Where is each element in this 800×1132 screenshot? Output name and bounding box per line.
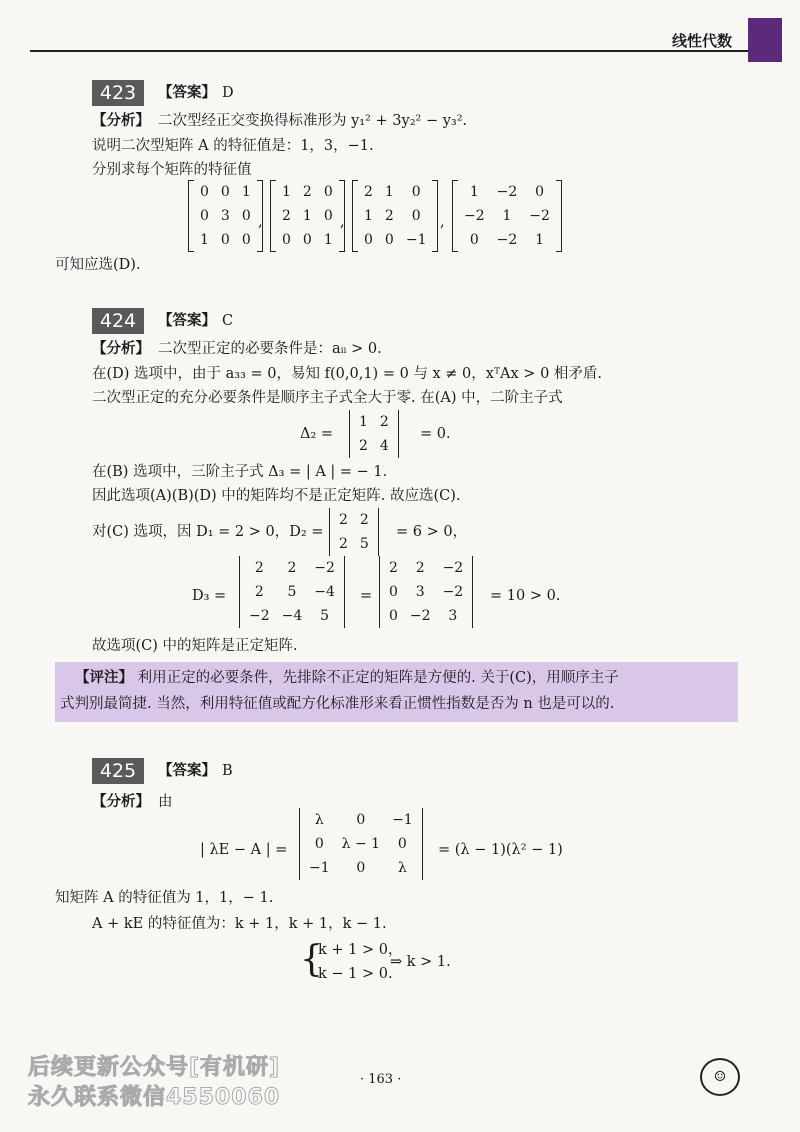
- analysis-text: 二次型正定的充分必要条件是顺序主子式全大于零. 在(A) 中，二阶主子式: [92, 390, 563, 406]
- matrix-cell: −2: [529, 208, 550, 224]
- delta-label: Δ₂ =: [300, 426, 334, 442]
- matrix-row: [243, 604, 341, 628]
- det-bar: [378, 508, 379, 556]
- matrix-cell: 1: [200, 232, 209, 248]
- answer-label: 【答案】: [158, 84, 216, 101]
- d3-label: D₃ =: [192, 588, 227, 604]
- matrix-cell: λ: [314, 812, 324, 828]
- matrix-cell: −2: [496, 232, 518, 248]
- answer-label: 【答案】: [158, 312, 216, 329]
- matrix-cell: 0: [384, 232, 394, 248]
- analysis-text: 由: [158, 794, 173, 810]
- matrix-cell: 1: [302, 208, 312, 224]
- system-result: ⇒ k > 1.: [390, 954, 451, 970]
- matrix-cell: 2: [254, 560, 264, 576]
- matrix-grid: [333, 508, 375, 556]
- determinant: [236, 556, 348, 628]
- matrix-cell: −4: [281, 608, 303, 624]
- det-bar: [398, 410, 399, 458]
- matrix-row: [194, 180, 257, 204]
- matrix-row: [276, 180, 339, 204]
- matrix-cell: 1: [323, 232, 333, 248]
- matrix-cell: 0: [323, 208, 333, 224]
- answer-value: D: [222, 85, 234, 101]
- matrix-cell: 0: [389, 608, 398, 624]
- header-rule: [30, 50, 760, 52]
- det-result: = (λ − 1)(λ² − 1): [438, 842, 563, 858]
- matrix-grid: [358, 180, 432, 252]
- analysis-text: A + kE 的特征值为：k + 1，k + 1，k − 1.: [92, 916, 387, 932]
- comma: ,: [440, 214, 445, 230]
- matrix-cell: 0: [241, 208, 251, 224]
- matrix-cell: 5: [359, 536, 369, 552]
- comment-line: [75, 668, 619, 688]
- det-bar: [349, 410, 350, 458]
- analysis-text: 分别求每个矩阵的特征值: [92, 162, 252, 178]
- matrix-cell: 1: [535, 232, 545, 248]
- matrix-cell: 0: [200, 184, 209, 200]
- matrix-cell: 2: [379, 414, 389, 430]
- matrix-cell: −2: [314, 560, 335, 576]
- matrix-row: [303, 832, 419, 856]
- question-number-425: 425: [92, 758, 144, 784]
- determinant: [296, 808, 426, 880]
- matrix-cell: 0: [411, 184, 421, 200]
- matrix-cell: −2: [464, 208, 485, 224]
- matrix-row: [358, 180, 432, 204]
- matrix-cell: 1: [282, 184, 291, 200]
- matrix-row: [353, 410, 395, 434]
- matrix-cell: λ − 1: [341, 836, 381, 852]
- matrix-cell: 0: [314, 836, 324, 852]
- analysis-label: 【分析】: [92, 340, 150, 357]
- answer-value: C: [222, 313, 234, 329]
- page-number: · 163 ·: [360, 1072, 402, 1087]
- matrix-row: [358, 228, 432, 252]
- matrix-row: [333, 508, 375, 532]
- det-bar: [239, 556, 240, 628]
- matrix-row: [243, 580, 341, 604]
- det-bar: [472, 556, 473, 628]
- matrix-cell: 2: [339, 512, 348, 528]
- matrix-cell: 2: [415, 560, 425, 576]
- matrix-cell: 3: [448, 608, 458, 624]
- matrix-grid: [243, 556, 341, 628]
- delta-result: = 0.: [420, 426, 451, 442]
- matrix-cell: 3: [415, 584, 425, 600]
- comment-label: 【评注】: [75, 669, 133, 686]
- matrix-cell: 1: [384, 184, 394, 200]
- determinant: [346, 410, 402, 458]
- matrix-cell: 1: [502, 208, 512, 224]
- smiley-stamp-icon: ☺: [700, 1058, 740, 1096]
- equals: =: [360, 588, 373, 604]
- matrix-cell: λ: [397, 860, 407, 876]
- matrix-grid: [458, 180, 556, 252]
- matrix-cell: 0: [220, 232, 230, 248]
- comment-text: 式判别最简捷. 当然，利用特征值或配方化标准形来看正惯性指数是否为 n 也是可以的.: [60, 696, 615, 712]
- det-label: | λE − A | =: [200, 842, 288, 858]
- question-number-423: 423: [92, 80, 144, 106]
- comma: ,: [258, 214, 263, 230]
- matrix-cell: 1: [364, 208, 373, 224]
- matrix-row: [458, 204, 556, 228]
- matrix-row: [303, 808, 419, 832]
- matrix-cell: 2: [359, 438, 368, 454]
- answer-value: B: [222, 763, 233, 779]
- matrix-row: [458, 180, 556, 204]
- matrix-cell: 3: [220, 208, 230, 224]
- matrix-grid: [276, 180, 339, 252]
- matrix-grid: [383, 556, 469, 628]
- matrix-row: [276, 228, 339, 252]
- matrix-cell: −2: [409, 608, 431, 624]
- comment-text: 利用正定的必要条件，先排除不正定的矩阵是方便的. 关于(C)，用顺序主子: [137, 670, 619, 686]
- header-tab: [748, 18, 782, 62]
- det-bar: [379, 556, 380, 628]
- matrix-cell: 0: [220, 184, 230, 200]
- matrix-cell: 2: [254, 584, 264, 600]
- matrix-cell: 2: [364, 184, 373, 200]
- comma: ,: [340, 214, 345, 230]
- header-title: 线性代数: [672, 32, 733, 50]
- system-line: k − 1 > 0.: [318, 966, 393, 982]
- analysis-text: 知矩阵 A 的特征值为 1，1，− 1.: [55, 890, 274, 906]
- matrix-cell: 0: [241, 232, 251, 248]
- det-bar: [422, 808, 423, 880]
- det-bar: [299, 808, 300, 880]
- matrix-cell: 0: [302, 232, 312, 248]
- matrix-row: [383, 604, 469, 628]
- matrix-cell: 2: [359, 512, 369, 528]
- analysis-text: 说明二次型矩阵 A 的特征值是：1，3，−1.: [92, 138, 374, 154]
- matrix-cell: −2: [496, 184, 518, 200]
- det-bar: [329, 508, 330, 556]
- brace: {: [300, 939, 323, 980]
- system-line: k + 1 > 0，: [318, 942, 403, 958]
- matrix-row: [383, 556, 469, 580]
- matrix-grid: [194, 180, 257, 252]
- analysis-text: 二次型经正交变换得标准形为 y₁² + 3y₂² − y₃².: [158, 113, 468, 129]
- matrix-cell: 0: [397, 836, 407, 852]
- analysis-text: 故选项(C) 中的矩阵是正定矩阵.: [92, 638, 298, 654]
- matrix-grid: [303, 808, 419, 880]
- matrix-row: [276, 204, 339, 228]
- matrix-cell: 2: [287, 560, 297, 576]
- bracket-right: [432, 180, 438, 252]
- matrix-row: [243, 556, 341, 580]
- bracket-right: [556, 180, 562, 252]
- matrix-row: [383, 580, 469, 604]
- determinant: [326, 508, 382, 556]
- matrix-cell: −1: [392, 812, 413, 828]
- matrix-cell: −1: [309, 860, 330, 876]
- matrix-cell: 0: [389, 584, 398, 600]
- matrix-cell: 0: [200, 208, 209, 224]
- matrix-cell: 0: [411, 208, 421, 224]
- matrix-cell: −2: [249, 608, 270, 624]
- det-bar: [344, 556, 345, 628]
- matrix-cell: 1: [241, 184, 251, 200]
- matrix-cell: 5: [287, 584, 297, 600]
- matrix-row: [194, 204, 257, 228]
- matrix-cell: −2: [442, 584, 464, 600]
- matrix: [270, 180, 345, 252]
- analysis-text: 在(B) 选项中，三阶主子式 Δ₃ = | A | = − 1.: [92, 464, 388, 480]
- matrix-cell: −4: [314, 584, 335, 600]
- matrix-cell: 0: [364, 232, 373, 248]
- matrix-row: [303, 856, 419, 880]
- matrix-cell: 0: [323, 184, 333, 200]
- matrix-cell: 0: [356, 812, 366, 828]
- watermark-line: 后续更新公众号[有机研]: [28, 1055, 281, 1080]
- matrix-cell: 0: [282, 232, 291, 248]
- analysis-text: 二次型正定的必要条件是：aᵢᵢ > 0.: [158, 341, 382, 357]
- matrix: [188, 180, 263, 252]
- conclusion: 可知应选(D).: [55, 257, 141, 273]
- matrix-cell: −1: [405, 232, 427, 248]
- matrix-cell: 2: [282, 208, 291, 224]
- answer-label: 【答案】: [158, 762, 216, 779]
- determinant: [376, 556, 476, 628]
- matrix: [352, 180, 438, 252]
- matrix-cell: 0: [356, 860, 366, 876]
- matrix-cell: 4: [379, 438, 389, 454]
- analysis-text: 因此选项(A)(B)(D) 中的矩阵均不是正定矩阵. 故应选(C).: [92, 488, 461, 504]
- matrix-row: [353, 434, 395, 458]
- matrix-cell: 2: [302, 184, 312, 200]
- matrix-cell: 0: [469, 232, 479, 248]
- matrix-cell: −2: [442, 560, 464, 576]
- analysis-text: 在(D) 选项中，由于 a₃₃ = 0，易知 f(0,0,1) = 0 与 x ≠ 0，xᵀAx > 0 相矛盾.: [92, 366, 603, 382]
- d3-result: = 10 > 0.: [490, 588, 561, 604]
- matrix-cell: 2: [384, 208, 394, 224]
- matrix-cell: 2: [339, 536, 348, 552]
- matrix-row: [333, 532, 375, 556]
- watermark-line: 永久联系微信4550060: [28, 1085, 281, 1110]
- analysis-label: 【分析】: [92, 793, 150, 810]
- matrix-cell: 1: [469, 184, 479, 200]
- matrix-row: [194, 228, 257, 252]
- analysis-text: = 6 > 0，: [396, 524, 468, 540]
- question-number-424: 424: [92, 308, 144, 334]
- analysis-text: 对(C) 选项，因 D₁ = 2 > 0，D₂ =: [92, 524, 324, 540]
- matrix-row: [458, 228, 556, 252]
- matrix-cell: 1: [359, 414, 368, 430]
- matrix-grid: [353, 410, 395, 458]
- matrix: [452, 180, 562, 252]
- matrix-cell: 0: [535, 184, 545, 200]
- matrix-row: [358, 204, 432, 228]
- matrix-cell: 5: [320, 608, 330, 624]
- analysis-label: 【分析】: [92, 112, 150, 129]
- matrix-cell: 2: [389, 560, 398, 576]
